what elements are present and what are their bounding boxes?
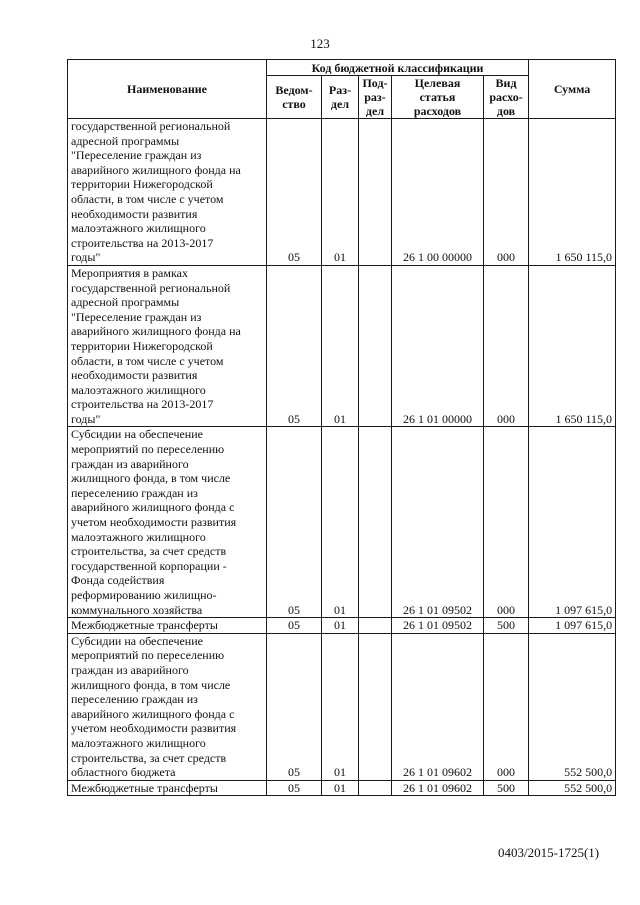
header-code-group: Код бюджетной классификации — [267, 60, 529, 76]
row-podrazdel — [359, 633, 392, 780]
header-sum: Сумма — [529, 60, 616, 119]
row-razdel: 01 — [322, 780, 359, 796]
row-vedomstvo: 05 — [267, 265, 322, 427]
row-podrazdel — [359, 427, 392, 618]
row-vedomstvo: 05 — [267, 780, 322, 796]
row-target: 26 1 01 00000 — [392, 265, 484, 427]
table-row — [68, 633, 616, 780]
table-row — [68, 265, 616, 427]
row-target: 26 1 01 09502 — [392, 618, 484, 634]
row-vid: 500 — [484, 618, 529, 634]
header-name: Наименование — [68, 60, 267, 119]
budget-table — [67, 59, 616, 796]
row-target: 26 1 01 09602 — [392, 780, 484, 796]
row-podrazdel — [359, 618, 392, 634]
row-vedomstvo: 05 — [267, 427, 322, 618]
row-razdel: 01 — [322, 427, 359, 618]
row-name: Межбюджетные трансферты — [68, 618, 267, 634]
row-sum: 1 097 615,0 — [529, 618, 616, 634]
header-razdel: Раз- дел — [322, 76, 359, 119]
page-number: 123 — [310, 36, 330, 51]
row-name: государственной региональной адресной программы "Переселение граждан из аварийного жилищного фонда на территории Нижегородской области, в том числе с учетом необходимости развития малоэтажного жилищного строительства на 2013-2017 годы" — [68, 119, 267, 266]
document-code: 0403/2015-1725(1) — [498, 845, 600, 860]
row-sum: 1 650 115,0 — [529, 265, 616, 427]
row-podrazdel — [359, 265, 392, 427]
row-vedomstvo: 05 — [267, 119, 322, 266]
row-sum: 1 097 615,0 — [529, 427, 616, 618]
table-row — [68, 780, 616, 796]
row-target: 26 1 01 09502 — [392, 427, 484, 618]
row-razdel: 01 — [322, 265, 359, 427]
row-vid: 000 — [484, 427, 529, 618]
row-vid: 000 — [484, 265, 529, 427]
row-vid: 500 — [484, 780, 529, 796]
header-podrazdel: Под- раз- дел — [359, 76, 392, 119]
row-sum: 552 500,0 — [529, 633, 616, 780]
row-razdel: 01 — [322, 119, 359, 266]
row-target: 26 1 01 09602 — [392, 633, 484, 780]
row-vedomstvo: 05 — [267, 618, 322, 634]
table-row — [68, 427, 616, 618]
row-name: Мероприятия в рамках государственной региональной адресной программы "Переселение граждан из аварийного жилищного фонда на территории Нижегородской области, в том числе с учетом необходимости развития малоэтажного жилищного строительства на 2013-2017 годы" — [68, 265, 267, 427]
header-target: Целевая статья расходов — [392, 76, 484, 119]
header-vedomstvo: Ведом- ство — [267, 76, 322, 119]
header-vid: Вид расхо- дов — [484, 76, 529, 119]
row-podrazdel — [359, 780, 392, 796]
table-row — [68, 618, 616, 634]
row-sum: 552 500,0 — [529, 780, 616, 796]
row-vid: 000 — [484, 633, 529, 780]
row-name: Субсидии на обеспечение мероприятий по переселению граждан из аварийного жилищного фонда, в том числе переселению граждан из аварийного жилищного фонда с учетом необходимости развития малоэтажного жилищного строительства, за счет средств государственной корпорации - Фонда содействия реформированию жилищно- коммунального хозяйства — [68, 427, 267, 618]
row-podrazdel — [359, 119, 392, 266]
row-name: Субсидии на обеспечение мероприятий по переселению граждан из аварийного жилищного фонда, в том числе переселению граждан из аварийного жилищного фонда с учетом необходимости развития малоэтажного жилищного строительства, за счет средств областного бюджета — [68, 633, 267, 780]
row-sum: 1 650 115,0 — [529, 119, 616, 266]
row-name: Межбюджетные трансферты — [68, 780, 267, 796]
row-razdel: 01 — [322, 618, 359, 634]
row-target: 26 1 00 00000 — [392, 119, 484, 266]
row-vedomstvo: 05 — [267, 633, 322, 780]
row-razdel: 01 — [322, 633, 359, 780]
table-row — [68, 119, 616, 266]
row-vid: 000 — [484, 119, 529, 266]
